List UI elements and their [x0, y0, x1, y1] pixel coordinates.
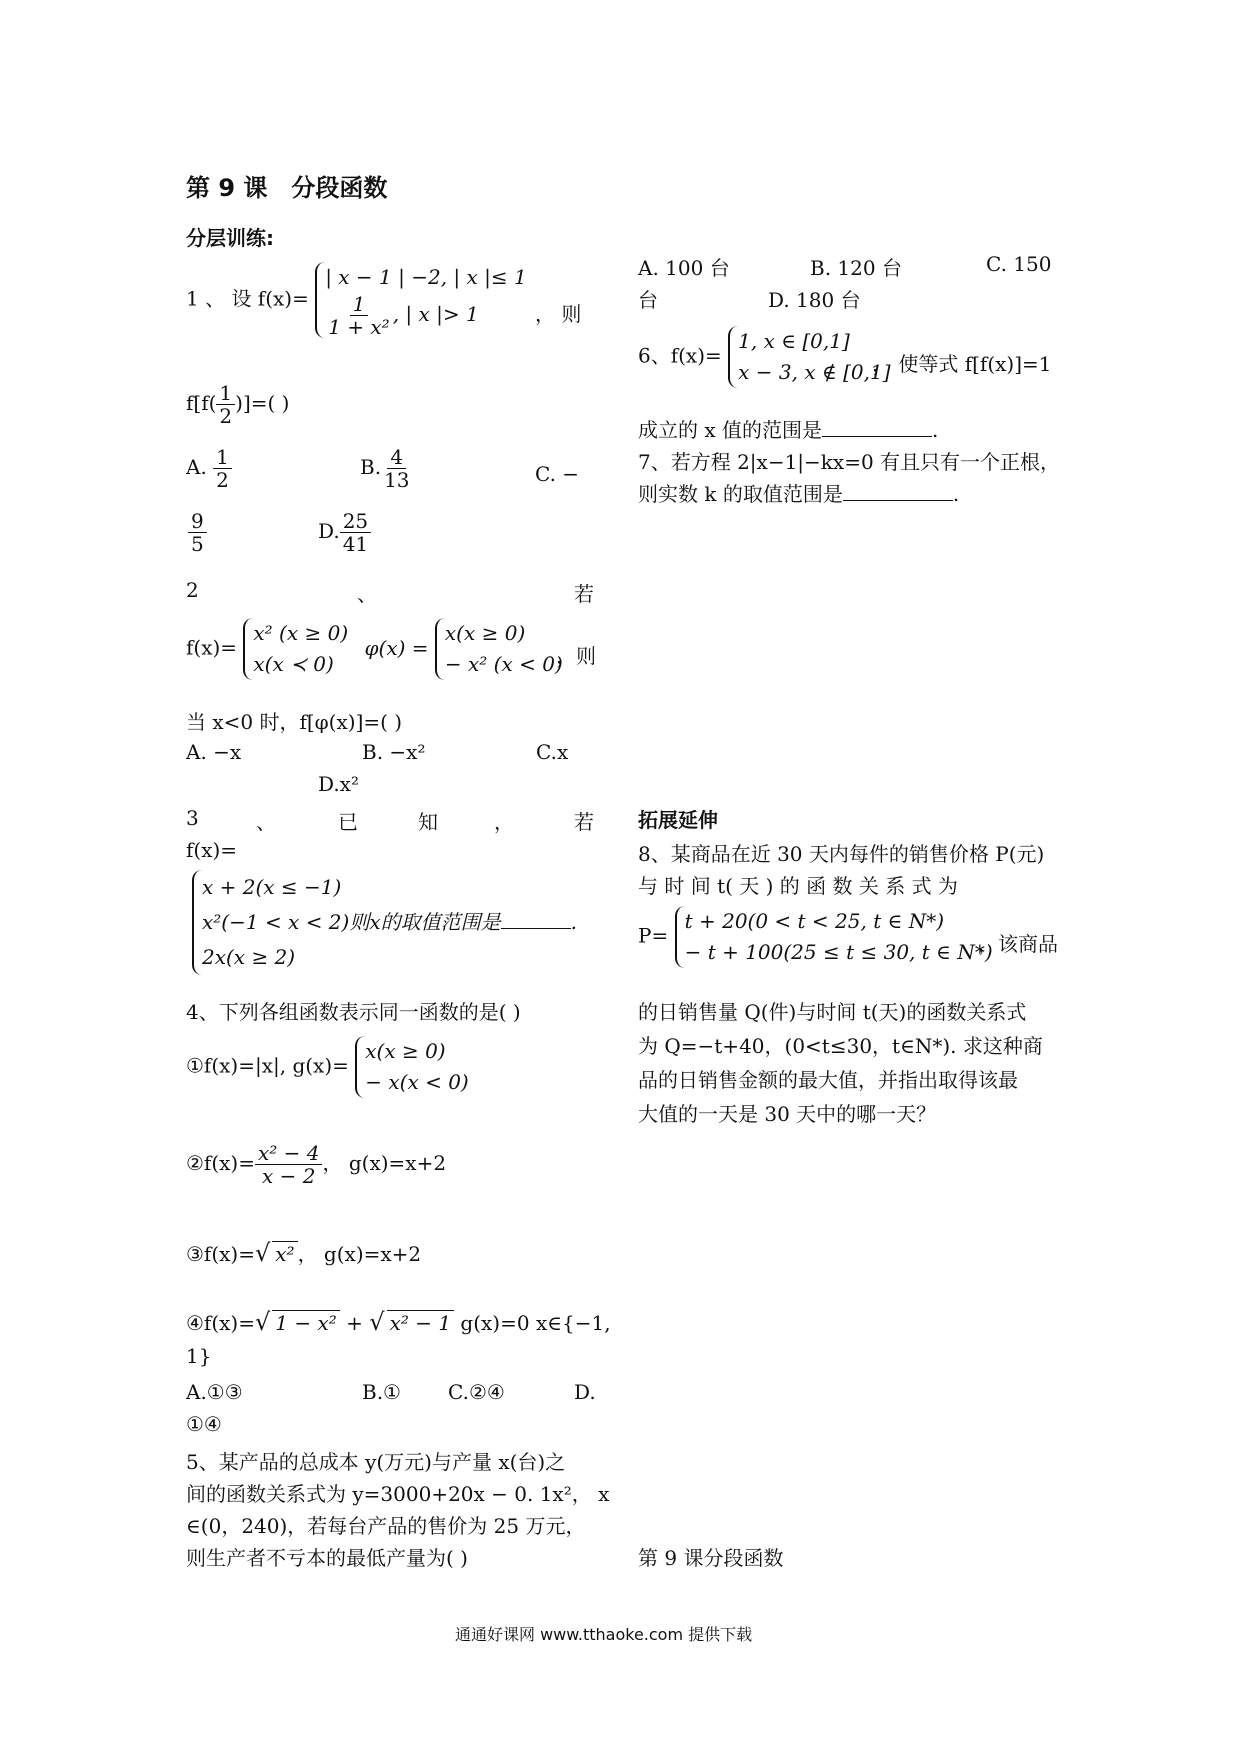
q3-word-3: ，: [494, 810, 514, 834]
q1-then: ， 则: [535, 302, 582, 326]
q3-answer-blank[interactable]: [501, 910, 571, 929]
q4-option-a[interactable]: A.①③: [186, 1380, 243, 1404]
q7-answer-blank[interactable]: [843, 482, 953, 501]
sqrt-icon: √: [254, 1239, 271, 1267]
q1-option-a[interactable]: A. $\frac{1}{2}$: [186, 446, 232, 491]
page-footer[interactable]: 通通好课网 www.tthaoke.com 提供下载: [455, 1625, 753, 1644]
q2-then: ，则: [556, 644, 596, 668]
sqrt-icon: √: [369, 1308, 385, 1336]
q2-phi-brace: x(x ≥ 0) − x² (x < 0): [435, 618, 563, 680]
q3-number: 3: [186, 806, 199, 830]
q2-ruo: 若: [574, 582, 594, 606]
section-layered-training: 分层训练:: [186, 226, 274, 250]
q1-option-c-label[interactable]: C. −: [535, 462, 580, 486]
q2-question: 当 x<0 时，f[φ(x)]=( ): [186, 710, 403, 734]
q2-option-a[interactable]: A. −x: [186, 740, 242, 764]
right-footer-lesson: 第 9 课分段函数: [638, 1546, 784, 1570]
q3-word-4: 若: [574, 810, 594, 834]
q5-line-3: ∈(0，240)，若每台产品的售价为 25 万元，: [186, 1514, 586, 1538]
q1-option-d[interactable]: D. $\frac{25}{41}$: [318, 510, 371, 555]
q5-line-1: 5、某产品的总成本 y(万元)与产量 x(台)之: [186, 1450, 566, 1474]
q8-line-1: 8、某商品在近 30 天内每件的销售价格 P(元): [638, 842, 1045, 866]
q3-piecewise: x + 2(x ≤ −1) x²(−1 < x < 2)则x的取值范围是 . 2x(x ≥ 2): [192, 870, 577, 975]
q2-definitions: f(x)= x² (x ≥ 0) x(x ≺ 0) φ(x) = x(x ≥ 0) − x² (x < 0): [186, 618, 563, 680]
q8-line-4: 的日销售量 Q(件)与时间 t(天)的函数关系式: [638, 1000, 1027, 1024]
q5-line-2: 间的函数关系式为 y=3000+20x − 0. 1x²， x: [186, 1482, 610, 1506]
q3-f-prefix: f(x)=: [186, 838, 238, 862]
q5-option-b[interactable]: B. 120 台: [810, 256, 902, 280]
q6-post: ， 使等式 f[f(x)]=1: [872, 352, 1052, 376]
q2-separator: 、: [357, 582, 377, 606]
q1-expression: f[f( $\frac{1}{2}$ )]=( ): [186, 381, 290, 428]
q4-item-4-cont: 1}: [186, 1344, 212, 1368]
q7-line-1: 7、若方程 2|x−1|−kx=0 有且只有一个正根，: [638, 450, 1061, 474]
q1-piecewise-brace: [315, 262, 527, 338]
q6-line-2: 成立的 x 值的范围是 .: [638, 418, 939, 442]
q8-price-post: ，该商品: [978, 932, 1058, 956]
q1-half-fraction: $\frac{1}{2}$: [216, 382, 235, 427]
sqrt-icon: √: [254, 1308, 271, 1336]
q4-item-2: ②f(x)= $\frac{\text{x² − 4}}{x - 2}$ ， g(x)=x+2: [186, 1141, 447, 1188]
q1-option-c-fraction: $\frac{9}{5}$: [188, 510, 207, 555]
q3-sep: 、: [256, 810, 276, 834]
q1-case2-fraction: $\frac{1}{\text{1 + x²}}$: [328, 292, 390, 339]
q1-option-b[interactable]: B. $\frac{4}{13}$: [360, 445, 410, 492]
q4-item-3: ③f(x)=√ x² ， g(x)=x+2: [186, 1239, 422, 1267]
q5-option-c[interactable]: C. 150: [986, 252, 1052, 276]
q7-line-2: 则实数 k 的取值范围是 .: [638, 482, 960, 506]
q3-word-2: 知: [418, 810, 438, 834]
q8-line-5: 为 Q=−t+40，(0<t≤30，t∈N*). 求这种商: [638, 1034, 1043, 1058]
q4-option-b[interactable]: B.①: [362, 1380, 401, 1404]
q3-word-1: 已: [338, 810, 358, 834]
q4-stem: 4、下列各组函数表示同一函数的是( ): [186, 1000, 521, 1024]
q1-case1: | x − 1 | −2, | x |≤ 1: [325, 265, 527, 289]
section-extend: 拓展延伸: [638, 808, 718, 832]
q8-price-function: P= t + 20(0 < t < 25, t ∈ N*) − t + 100(25 ≤ t ≤ 30, t ∈ N*): [638, 906, 993, 968]
q8-line-7: 大值的一天是 30 天中的哪一天？: [638, 1102, 937, 1126]
q2-option-d[interactable]: D.x²: [318, 772, 359, 796]
page-title: 第 9 课 分段函数: [186, 174, 388, 202]
q8-line-6: 品的日销售金额的最大值，并指出取得该最: [638, 1068, 1018, 1092]
q4-item-4: ④f(x)=√ 1 − x² + √ x² − 1 g(x)=0 x∈{−1,: [186, 1308, 611, 1336]
question-1: [186, 262, 527, 338]
q4-option-d[interactable]: D.: [574, 1380, 596, 1404]
q2-option-b[interactable]: B. −x²: [362, 740, 426, 764]
q5-option-a[interactable]: A. 100 台: [638, 256, 730, 280]
q1-prefix: 1 、 设 f(x)=: [186, 286, 309, 311]
q4-option-d-cont: ①④: [186, 1412, 222, 1436]
q6-definition: 6、f(x)= 1, x ∈ [0,1] x − 3, x ∉ [0,1]: [638, 326, 891, 388]
q6-answer-blank[interactable]: [822, 418, 932, 437]
q2-option-c[interactable]: C.x: [536, 740, 569, 764]
q4-item-1: ①f(x)=|x|, g(x)= x(x ≥ 0) − x(x < 0): [186, 1036, 469, 1098]
q4-option-c[interactable]: C.②④: [448, 1380, 505, 1404]
q2-number: 2: [186, 578, 199, 602]
q8-line-2: 与 时 间 t( 天 ) 的 函 数 关 系 式 为: [638, 874, 958, 898]
q1-case2-cond: , | x |> 1: [392, 302, 479, 326]
q2-f-brace: x² (x ≥ 0) x(x ≺ 0): [243, 618, 348, 680]
q5-option-d[interactable]: D. 180 台: [768, 288, 861, 312]
q5-option-c-cont: 台: [638, 288, 658, 312]
q5-line-4: 则生产者不亏本的最低产量为( ): [186, 1546, 468, 1570]
